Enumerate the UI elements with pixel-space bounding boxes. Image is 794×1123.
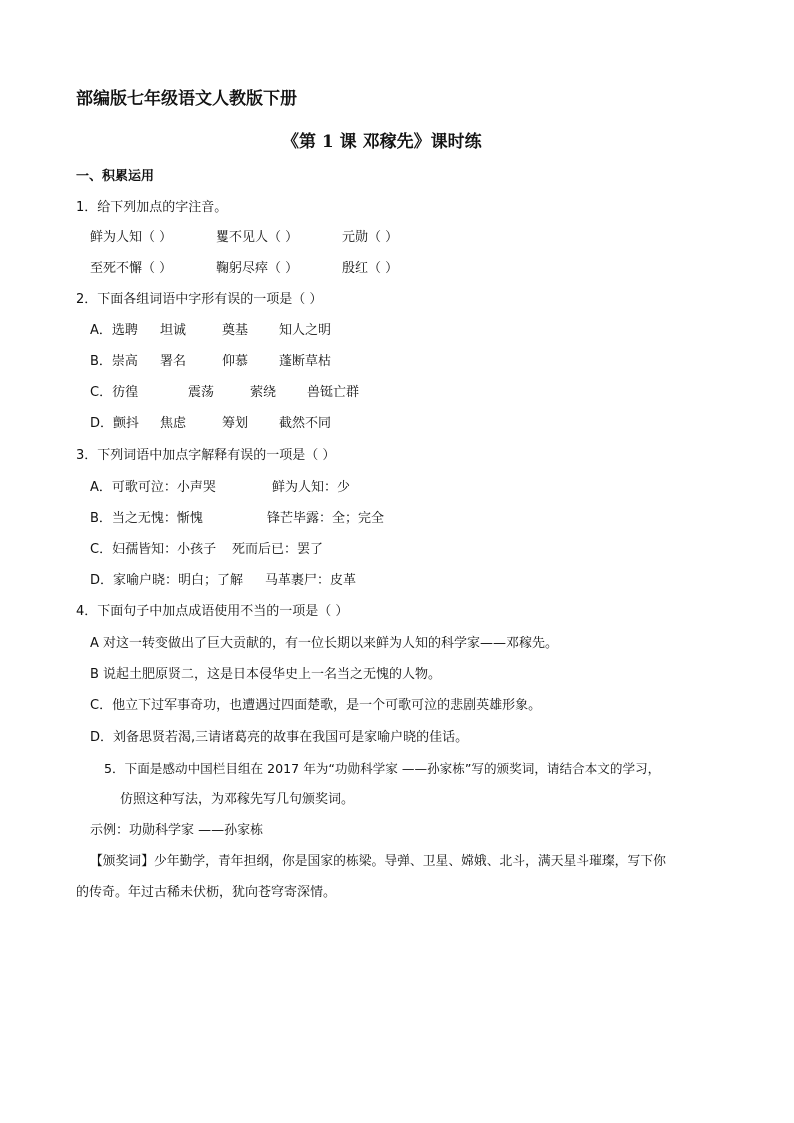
q2-option-a-1: A．选聘 — [90, 323, 138, 338]
q4-option-a: A 对这一转变做出了巨大贡献的，有一位长期以来鲜为人知的科学家——邓稼先。 — [90, 636, 559, 651]
q3-option-c-2: 死而后已：罢了 — [232, 542, 324, 557]
q2-option-d-4: 截然不同 — [279, 416, 332, 431]
q1-item: 元勋（ ） — [342, 230, 399, 245]
q5-award-line1: 【颁奖词】少年勤学，青年担纲，你是国家的栋梁。导弹、卫星、嫦娥、北斗，满天星斗璀璨，写下你 — [90, 854, 666, 869]
q2-option-b-2: 署名 — [160, 354, 187, 369]
q3-option-a-1: A．可歌可泣：小声哭 — [90, 480, 216, 495]
q3-option-a-2: 鲜为人知：少 — [272, 480, 351, 495]
q3-option-c-1: C．妇孺皆知：小孩子 — [90, 542, 217, 557]
q1-item: 鲜为人知（ ） — [90, 230, 173, 245]
q1-item: 至死不懈（ ） — [90, 261, 173, 276]
q1-item: 矍不见人（ ） — [216, 230, 299, 245]
q2-option-b-3: 仰慕 — [222, 354, 249, 369]
q3-option-d-1: D．家喻户晓：明白；了解 — [90, 573, 244, 588]
q3-stem: 3．下列词语中加点字解释有误的一项是（ ） — [76, 448, 336, 463]
q2-stem: 2．下面各组词语中字形有误的一项是（ ） — [76, 292, 323, 307]
q4-option-b: B 说起土肥原贤二，这是日本侵华史上一名当之无愧的人物。 — [90, 667, 442, 682]
q1-item: 鞠躬尽瘁（ ） — [216, 261, 299, 276]
q2-option-c-1: C．彷徨 — [90, 385, 139, 400]
q2-option-d-1: D．颤抖 — [90, 416, 140, 431]
q2-option-a-4: 知人之明 — [279, 323, 332, 338]
q5-stem-line2: 仿照这种写法，为邓稼先写几句颁奖词。 — [120, 792, 355, 807]
q5-stem-line1: 5．下面是感动中国栏目组在 2017 年为“功勋科学家 ——孙家栋”写的颁奖词，请结合本文的学习， — [104, 761, 661, 776]
q3-option-b-1: B．当之无愧：惭愧 — [90, 511, 203, 526]
q2-option-d-3: 筹划 — [222, 416, 249, 431]
q2-option-c-3: 萦绕 — [250, 385, 277, 400]
q2-option-b-1: B．崇高 — [90, 354, 138, 369]
q2-option-b-4: 蓬断草枯 — [279, 354, 332, 369]
section-heading: 一、积累运用 — [76, 169, 155, 184]
q2-option-c-4: 兽铤亡群 — [307, 385, 360, 400]
q2-option-a-2: 坦诚 — [160, 323, 187, 338]
q2-option-a-3: 奠基 — [222, 323, 249, 338]
q1-item: 殷红（ ） — [342, 261, 399, 276]
q2-option-c-2: 震荡 — [188, 385, 215, 400]
q3-option-d-2: 马革裹尸：皮革 — [265, 573, 357, 588]
book-title: 部编版七年级语文人教版下册 — [76, 89, 297, 109]
q4-option-c: C．他立下过军事奇功，也遭遇过四面楚歌，是一个可歌可泣的悲剧英雄形象。 — [90, 698, 542, 713]
lesson-title: 《第 1 课 邓稼先》课时练 — [282, 132, 482, 152]
q3-option-b-2: 锋芒毕露：全；完全 — [267, 511, 385, 526]
q4-option-d: D．刘备思贤若渴,三请诸葛亮的故事在我国可是家喻户晓的佳话。 — [90, 730, 469, 745]
q1-stem: 1．给下列加点的字注音。 — [76, 200, 228, 215]
q2-option-d-2: 焦虑 — [160, 416, 187, 431]
q5-award-line2: 的传奇。年过古稀未伏枥，犹向苍穹寄深情。 — [76, 885, 337, 900]
q5-example: 示例：功勋科学家 ——孙家栋 — [90, 823, 264, 838]
q4-stem: 4．下面句子中加点成语使用不当的一项是（ ） — [76, 604, 349, 619]
